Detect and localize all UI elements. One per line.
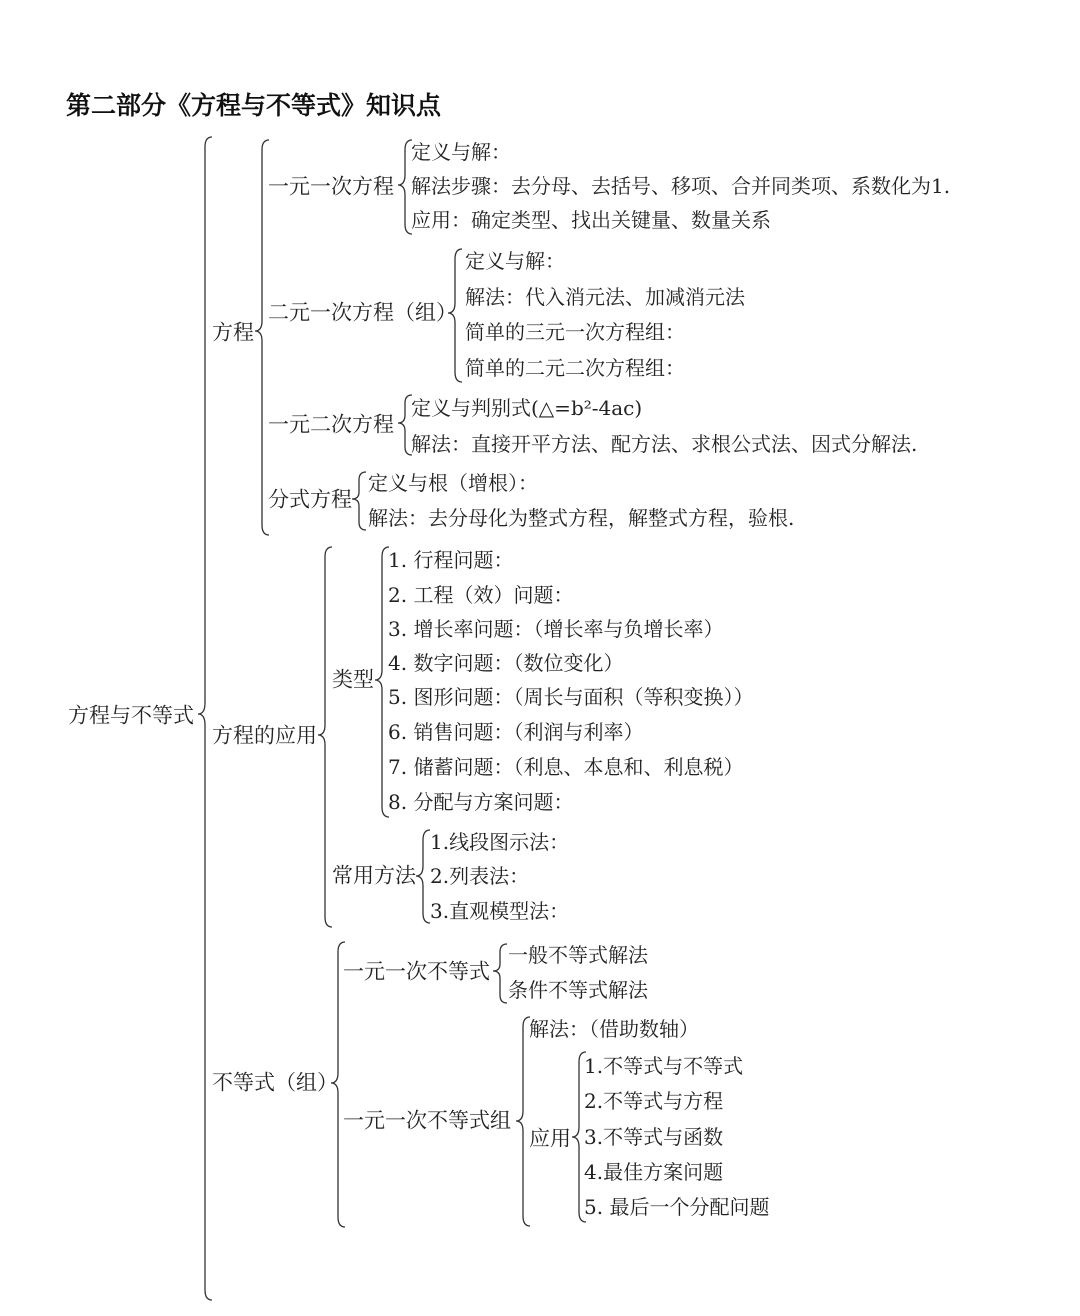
leaf-item: 1.线段图示法：: [430, 830, 570, 854]
node-inequalities: 不等式（组）: [212, 1070, 338, 1095]
brace-types: [375, 547, 389, 817]
brace-applications: [318, 547, 332, 927]
node-linear-one: 一元一次方程: [268, 174, 394, 199]
leaf-item: 解法：代入消元法、加减消元法: [465, 285, 745, 309]
node-quadratic: 一元二次方程: [268, 412, 394, 437]
leaf-item: 6. 销售问题：（利润与利率）: [388, 720, 644, 744]
brace-linear-one: [398, 140, 412, 234]
leaf-item: 一般不等式解法: [508, 943, 648, 967]
brace-quadratic: [398, 395, 412, 455]
leaf-item: 5. 最后一个分配问题: [584, 1195, 770, 1219]
leaf-item: 4.最佳方案问题: [584, 1160, 724, 1184]
leaf-item: 1.不等式与不等式: [584, 1054, 744, 1078]
brace-system: [516, 1017, 530, 1226]
node-inequality-system: 一元一次不等式组: [343, 1108, 511, 1133]
node-fractional: 分式方程: [268, 487, 352, 512]
leaf-item: 定义与解：: [465, 249, 565, 273]
leaf-item: 解法：直接开平方法、配方法、求根公式法、因式分解法.: [411, 432, 918, 456]
leaf-item: 7. 储蓄问题：（利息、本息和、利息税）: [388, 755, 744, 779]
leaf-item: 2.不等式与方程: [584, 1089, 724, 1113]
node-methods: 常用方法: [332, 863, 416, 888]
node-equations: 方程: [212, 320, 254, 345]
leaf-item: 定义与根（增根）：: [368, 471, 538, 495]
leaf-item: 2.列表法：: [430, 864, 530, 888]
node-inequality-single: 一元一次不等式: [343, 959, 490, 984]
leaf-item: 应用：确定类型、找出关键量、数量关系: [411, 208, 771, 232]
node-types: 类型: [332, 667, 374, 692]
leaf-item: 2. 工程（效）问题：: [388, 583, 574, 607]
brace-fractional: [352, 472, 366, 530]
leaf-item: 解法步骤：去分母、去括号、移项、合并同类项、系数化为1.: [411, 174, 951, 198]
leaf-item: 条件不等式解法: [508, 978, 648, 1002]
leaf-item: 解法：（借助数轴）: [529, 1017, 699, 1041]
brace-methods: [416, 830, 430, 923]
leaf-item: 简单的三元一次方程组：: [465, 320, 685, 344]
leaf-item: 定义与判别式(△=b²-4ac): [411, 396, 643, 420]
leaf-item: 3.不等式与函数: [584, 1125, 724, 1149]
leaf-item: 4. 数字问题：（数位变化）: [388, 651, 624, 675]
leaf-item: 1. 行程问题：: [388, 548, 514, 572]
leaf-item: 3. 增长率问题：（增长率与负增长率）: [388, 617, 724, 641]
brace-root: [198, 137, 212, 1300]
node-inequality-application: 应用: [529, 1126, 571, 1151]
leaf-item: 5. 图形问题：（周长与面积（等积变换））: [388, 685, 754, 709]
leaf-item: 定义与解：: [411, 140, 511, 164]
leaf-item: 8. 分配与方案问题：: [388, 790, 574, 814]
brace-single: [493, 944, 507, 1003]
node-root: 方程与不等式: [68, 703, 194, 728]
page-title: 第二部分《方程与不等式》知识点: [66, 91, 442, 120]
brace-equations: [255, 140, 269, 535]
node-linear-two: 二元一次方程（组）: [268, 300, 457, 325]
leaf-item: 3.直观模型法：: [430, 899, 570, 923]
leaf-item: 解法：去分母化为整式方程，解整式方程，验根.: [368, 506, 795, 530]
leaf-item: 简单的二元二次方程组：: [465, 356, 685, 380]
node-applications: 方程的应用: [212, 723, 317, 748]
